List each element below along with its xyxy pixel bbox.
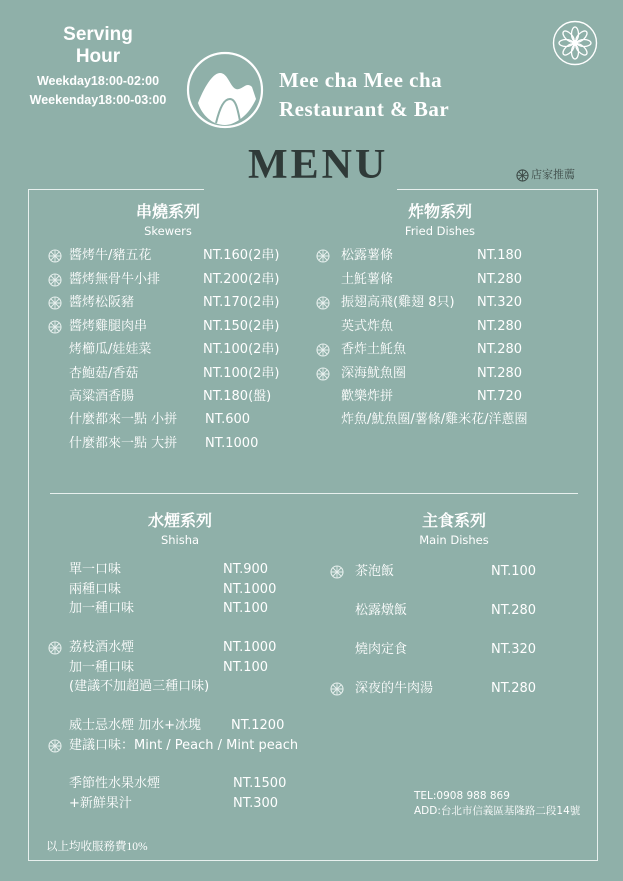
fried-price: NT.720 (477, 389, 523, 404)
frame-top-left (28, 189, 204, 190)
shisha-heading (110, 511, 250, 549)
skewer-price: NT.160(2串) (203, 248, 280, 263)
main-name: 燒肉定食 (355, 642, 408, 657)
recommend-icon (48, 739, 62, 753)
section-divider (50, 493, 578, 494)
fried-price: NT.280 (477, 366, 523, 381)
fried-price: NT.320 (477, 295, 523, 310)
shisha-name: 荔枝酒水煙 (69, 640, 135, 655)
recommend-icon (516, 169, 529, 182)
fried-heading (370, 202, 510, 240)
weekend-hours: Weekenday18:00-03:00 (29, 93, 167, 107)
shisha-price: NT.1500 (233, 776, 287, 791)
skewer-name: 什麼都來一點 小拼 (69, 412, 178, 427)
shisha-price: NT.100 (223, 660, 269, 675)
shisha-name: 兩種口味 (69, 582, 122, 597)
shisha-name: 季節性水果水煙 (69, 776, 161, 791)
skewer-name: 高粱酒香腸 (69, 389, 135, 404)
skewer-name: 醬烤松阪豬 (69, 295, 135, 310)
main-price: NT.320 (491, 642, 537, 657)
recommend-icon (316, 296, 330, 310)
recommend-icon (48, 641, 62, 655)
fried-cn: 炸物系列 (407, 202, 472, 221)
fried-name: 松露薯條 (341, 248, 394, 263)
service-charge-note: 以上均收服務費10% (46, 841, 148, 853)
shisha-cn: 水煙系列 (147, 511, 212, 530)
recommend-legend (516, 166, 575, 182)
shisha-name: 威士忌水煙 加水+冰塊 (69, 718, 202, 733)
shisha-name: 加一種口味 (69, 660, 135, 675)
fried-price: NT.280 (477, 342, 523, 357)
skewer-name: 醬烤無骨牛小排 (69, 272, 161, 287)
shisha-advice: (建議不加超過三種口味) (69, 679, 210, 694)
recommend-icon (316, 367, 330, 381)
shisha-price: NT.1200 (231, 718, 285, 733)
serving-title-hour: Hour (75, 46, 121, 67)
skewer-price: NT.1000 (205, 436, 259, 451)
shisha-price: NT.900 (223, 562, 269, 577)
fried-name: 歡樂炸拼 (341, 389, 394, 404)
skewer-price: NT.170(2串) (203, 295, 280, 310)
skewers-cn: 串燒系列 (135, 202, 200, 221)
shisha-name: 加一種口味 (69, 601, 135, 616)
brand-name (279, 66, 449, 124)
shisha-en: Shisha (160, 533, 200, 547)
recommend-label: 店家推薦 (531, 168, 575, 181)
skewer-price: NT.600 (205, 412, 251, 427)
main-en: Main Dishes (419, 533, 489, 547)
fried-name: 土魠薯條 (341, 272, 394, 287)
serving-title: Serving (63, 24, 133, 45)
frame-top-right (397, 189, 597, 190)
main-price: NT.280 (491, 681, 537, 696)
brand-line-2: Restaurant & Bar (279, 97, 450, 121)
skewer-price: NT.200(2串) (203, 272, 280, 287)
shisha-name: +新鮮果汁 (69, 796, 132, 811)
contact-info (414, 789, 580, 819)
fried-en: Fried Dishes (404, 224, 476, 238)
shisha-price: NT.300 (233, 796, 279, 811)
shisha-name: 單一口味 (69, 562, 122, 577)
recommend-icon (330, 682, 344, 696)
shisha-whisky-flavors: 建議口味：Mint / Peach / Mint peach (69, 738, 299, 753)
mountain-logo-icon (186, 51, 264, 129)
main-heading (384, 511, 524, 549)
main-name: 松露燉飯 (355, 603, 408, 618)
fried-price: NT.280 (477, 272, 523, 287)
brand-line-1: Mee cha Mee cha (279, 68, 443, 92)
frame-left (28, 189, 29, 860)
contact-address: ADD:台北市信義區基隆路二段14號 (414, 805, 581, 817)
fried-platter-note: 炸魚/魷魚圈/薯條/雞米花/洋蔥圈 (341, 412, 528, 427)
fried-name: 英式炸魚 (341, 319, 394, 334)
skewers-en: Skewers (144, 224, 192, 238)
shisha-price: NT.100 (223, 601, 269, 616)
fried-name: 香炸土魠魚 (341, 342, 407, 357)
skewer-name: 什麼都來一點 大拼 (69, 436, 178, 451)
frame-right (597, 189, 598, 860)
fried-price: NT.280 (477, 319, 523, 334)
skewer-name: 杏鮑菇/香菇 (69, 366, 139, 381)
fried-name: 振翅高飛(雞翅 8只) (341, 295, 455, 310)
skewer-name: 烤櫛瓜/娃娃菜 (69, 342, 152, 357)
recommend-icon (316, 249, 330, 263)
fried-name: 深海魷魚圈 (341, 366, 407, 381)
skewers-heading (98, 202, 238, 240)
skewer-price: NT.100(2串) (203, 342, 280, 357)
menu-title: MENU (248, 142, 389, 188)
flower-emblem-icon (552, 20, 598, 66)
contact-tel: TEL:0908 988 869 (414, 790, 510, 802)
skewer-name: 醬烤牛/豬五花 (69, 248, 152, 263)
main-price: NT.280 (491, 603, 537, 618)
recommend-icon (48, 320, 62, 334)
main-price: NT.100 (491, 564, 537, 579)
recommend-icon (330, 565, 344, 579)
skewer-price: NT.100(2串) (203, 366, 280, 381)
main-name: 深夜的牛肉湯 (355, 681, 434, 696)
recommend-icon (48, 249, 62, 263)
serving-hours (18, 24, 178, 110)
recommend-icon (316, 343, 330, 357)
fried-price: NT.180 (477, 248, 523, 263)
recommend-icon (48, 273, 62, 287)
main-cn: 主食系列 (421, 511, 486, 530)
frame-bottom (28, 860, 598, 861)
weekday-hours: Weekday18:00-02:00 (36, 74, 160, 88)
main-name: 茶泡飯 (355, 564, 395, 579)
shisha-price: NT.1000 (223, 640, 277, 655)
skewer-price: NT.150(2串) (203, 319, 280, 334)
skewer-price: NT.180(盤) (203, 389, 272, 404)
shisha-price: NT.1000 (223, 582, 277, 597)
skewer-name: 醬烤雞腿肉串 (69, 319, 148, 334)
recommend-icon (48, 296, 62, 310)
